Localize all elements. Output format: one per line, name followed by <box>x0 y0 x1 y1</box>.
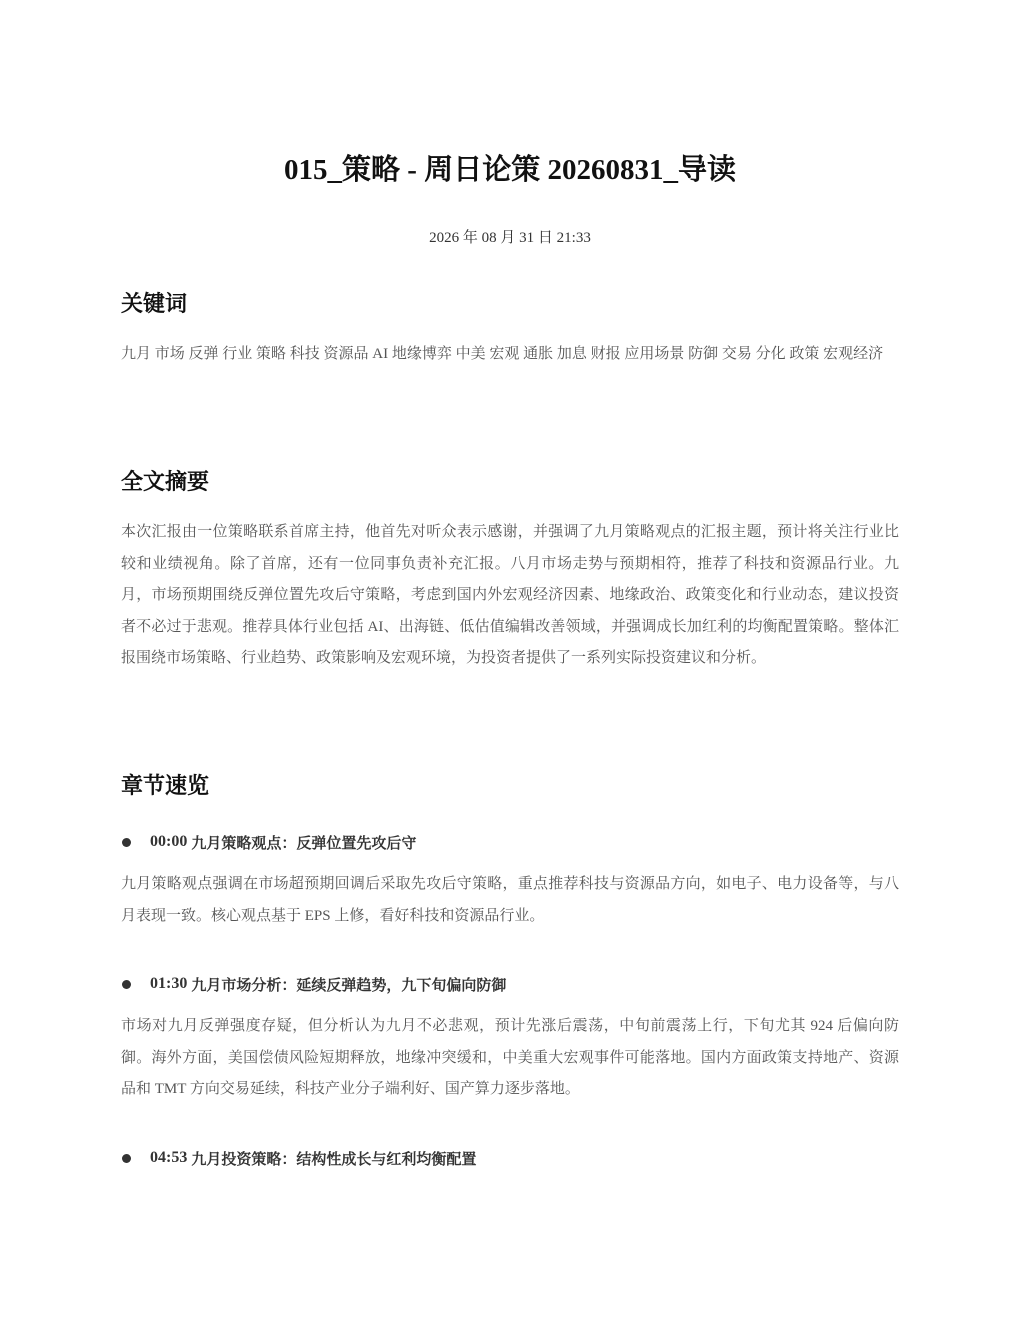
bullet-icon <box>122 1154 131 1163</box>
document-date: 2026 年 08 月 31 日 21:33 <box>429 230 591 246</box>
chapter-title: 九月策略观点：反弹位置先攻后守 <box>191 833 417 852</box>
chapter-time: 00:00 <box>150 833 188 850</box>
chapter-text: 市场对九月反弹强度存疑，但分析认为九月不必悲观，预计先涨后震荡，中旬前震荡上行，下旬尤其 924 后偏向防御。海外方面，美国偿债风险短期释放，地缘冲突缓和，中美重大宏观事件可能落地。国内方面政策支持地产、资源品和 TMT 方向交易延续，科技产业分子端利好、国产算力逐步落地。 <box>121 1018 899 1098</box>
document-page <box>121 0 899 1320</box>
chapters-heading: 章节速览 <box>121 774 210 799</box>
keywords-text: 九月 市场 反弹 行业 策略 科技 资源品 AI 地缘博弈 中美 宏观 通胀 加息 财报 应用场景 防御 交易 分化 政策 宏观经济 <box>121 346 884 362</box>
chapter-time: 01:30 <box>150 975 188 992</box>
summary-text: 本次汇报由一位策略联系首席主持，他首先对听众表示感谢，并强调了九月策略观点的汇报主题，预计将关注行业比较和业绩视角。除了首席，还有一位同事负责补充汇报。八月市场走势与预期相符，推荐了科技和资源品行业。九月，市场预期围绕反弹位置先攻后守策略，考虑到国内外宏观经济因素、地缘政治、政策变化和行业动态，建议投资者不必过于悲观。推荐具体行业包括 AI、出海链、低估值编辑改善领域，并强调成长加红利的均衡配置策略。整体汇报围绕市场策略、行业趋势、政策影响及宏观环境，为投资者提供了一系列实际投资建议和分析。 <box>121 524 899 667</box>
chapter-time: 04:53 <box>150 1149 188 1166</box>
summary-heading: 全文摘要 <box>121 470 210 495</box>
bullet-icon <box>122 980 131 989</box>
keywords-heading: 关键词 <box>121 292 188 317</box>
chapter-title: 九月投资策略：结构性成长与红利均衡配置 <box>191 1149 477 1168</box>
chapter-title: 九月市场分析：延续反弹趋势，九下旬偏向防御 <box>191 975 507 994</box>
document-title: 015_策略 - 周日论策 20260831_导读 <box>284 154 736 186</box>
chapter-heading <box>121 1145 899 1171</box>
chapter-heading <box>121 971 899 997</box>
chapter-heading <box>121 829 899 855</box>
bullet-icon <box>122 838 131 847</box>
chapter-text: 九月策略观点强调在市场超预期回调后采取先攻后守策略，重点推荐科技与资源品方向，如电子、电力设备等，与八月表现一致。核心观点基于 EPS 上修，看好科技和资源品行业。 <box>121 876 899 924</box>
